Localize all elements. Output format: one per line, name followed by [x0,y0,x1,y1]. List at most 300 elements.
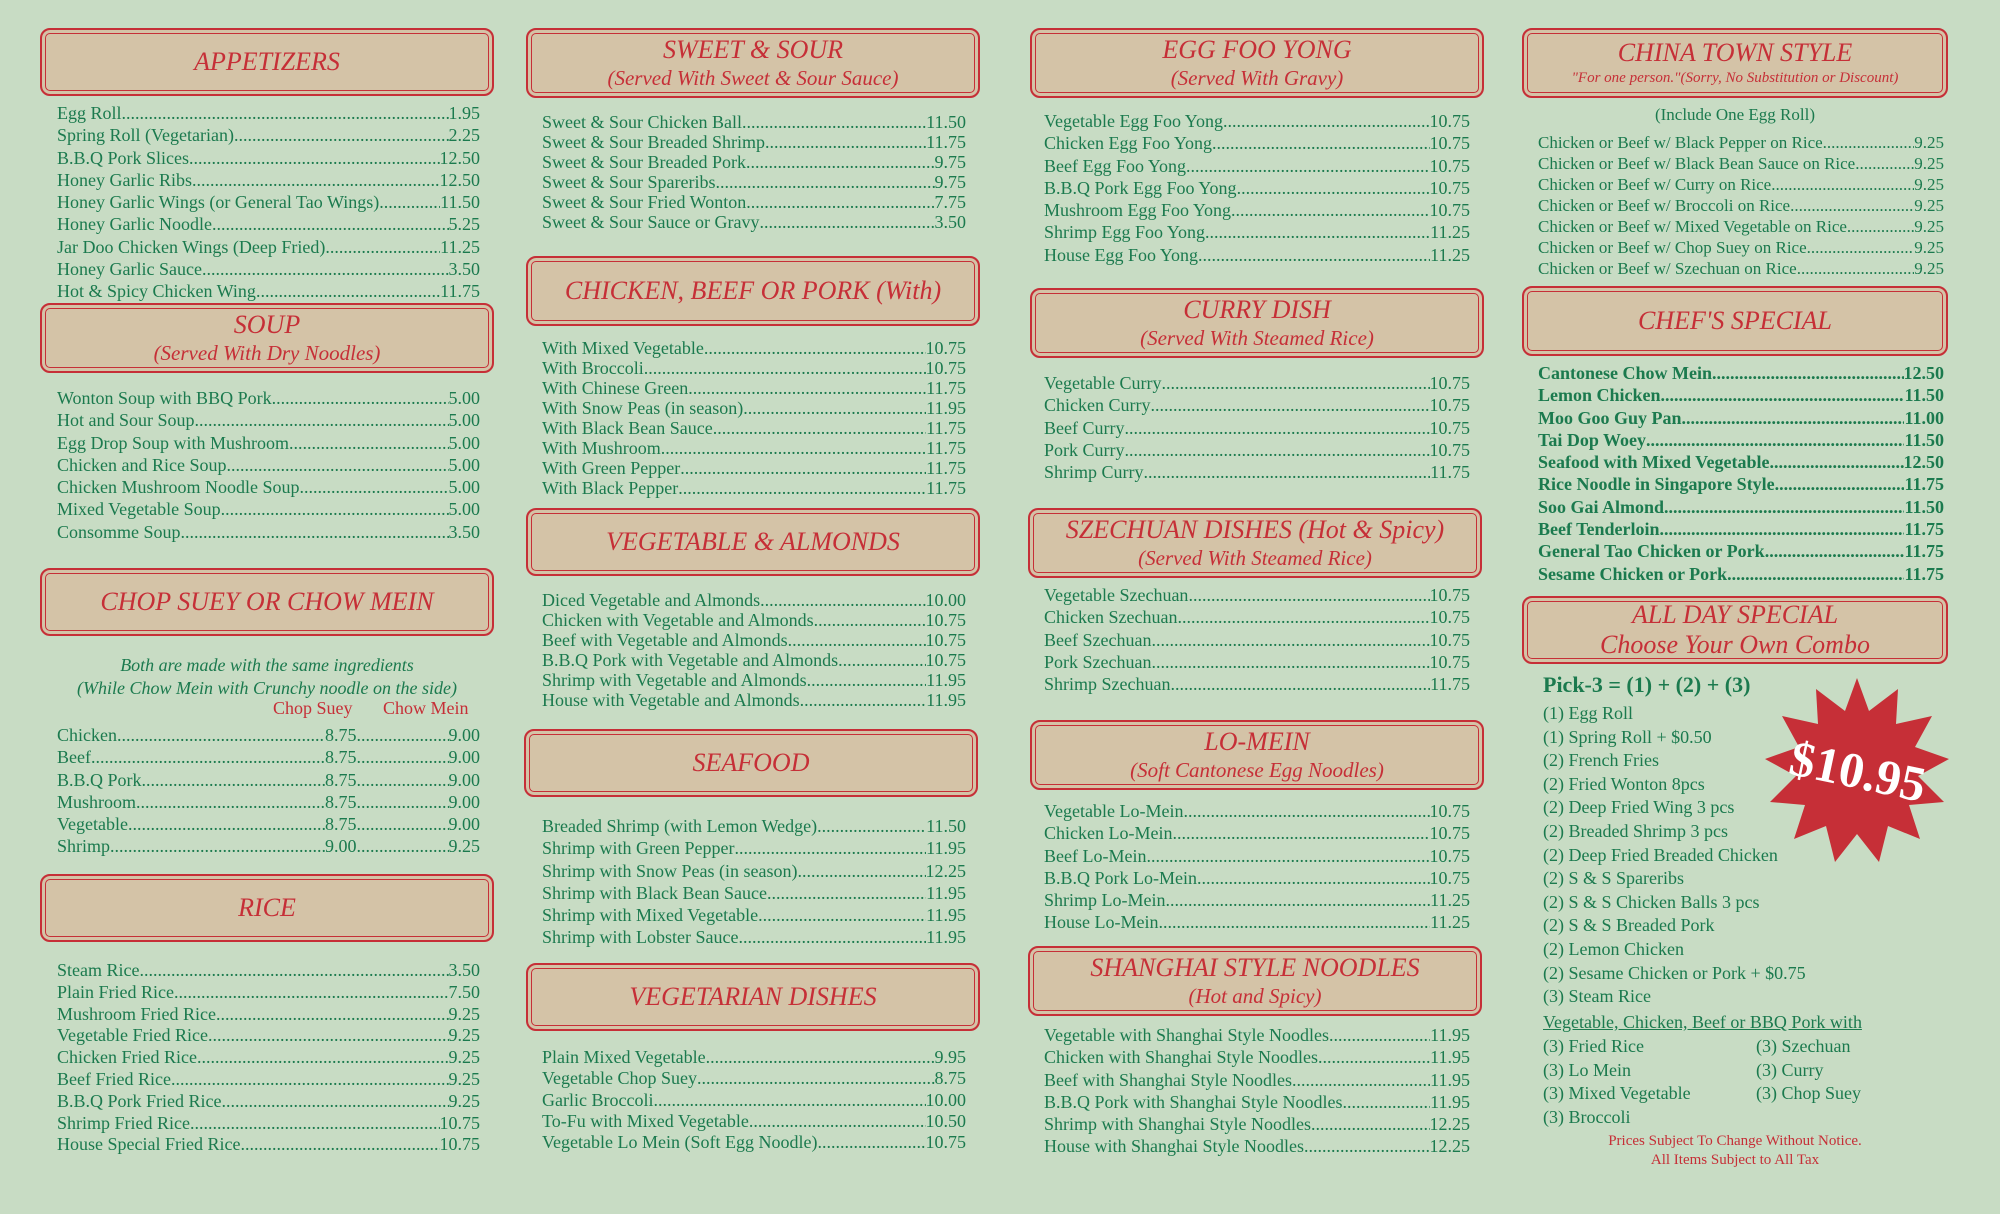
item-name: Pork Szechuan [1044,651,1152,672]
menu-item-row [542,192,966,212]
item-price: 11.25 [1430,890,1470,911]
menu-item-row [542,882,966,904]
section-subtitle: (Hot and Spicy) [1188,984,1322,1008]
item-name: With Broccoli [542,358,644,378]
item-name: Sweet & Sour Sauce or Gravy [542,212,760,232]
item-price-chowmein: 9.25 [448,836,480,857]
menu-item-row [542,438,966,458]
section-title: EGG FOO YONG [1162,35,1352,64]
item-name: Spring Roll (Vegetarian) [57,125,234,146]
menu-item-row [57,1025,480,1047]
item-name: Shrimp with Shanghai Style Noodles [1044,1114,1311,1135]
item-name: With Mushroom [542,438,661,458]
menu-item-row [542,590,966,610]
header-lomein [1030,720,1484,790]
menu-item-row [57,213,480,235]
item-price: 11.75 [926,132,966,152]
section-title: VEGETABLE & ALMONDS [606,527,900,556]
dot-leader [1231,199,1429,221]
item-price: 10.75 [1429,823,1470,844]
combo-option: (2) French Fries [1543,750,1659,771]
item-price: 11.50 [1904,496,1944,517]
dot-leader [1188,584,1429,606]
item-price: 11.75 [1430,462,1470,483]
item-price: 11.25 [1430,912,1470,933]
item-name: Vegetable Fried Rice [57,1025,208,1046]
section-title: VEGETARIAN DISHES [629,982,877,1011]
section-subtitle: "For one person."(Sorry, No Substitution or Discount) [1571,70,1899,86]
item-name: Shrimp Egg Foo Yong [1044,222,1206,243]
dot-leader [653,1090,925,1111]
item-name: B.B.Q Pork Lo-Mein [1044,867,1197,888]
dot-leader [1125,439,1430,461]
item-name: Chicken Egg Foo Yong [1044,133,1213,154]
dot-leader [1212,132,1429,154]
menu-item-row [57,960,480,982]
combo-option: (3) Steam Rice [1543,986,1651,1007]
section-title: APPETIZERS [194,47,340,76]
item-name: House Lo-Mein [1044,912,1159,933]
item-price: 11.75 [1430,674,1470,695]
menu-item-row [1044,155,1470,177]
section-title: RICE [238,893,296,922]
section-title: SOUP [233,310,301,339]
item-price: 12.50 [1903,452,1944,473]
dot-leader [1150,394,1429,416]
item-name: Beef Tenderloin [1538,519,1660,540]
menu-item-row [542,630,966,650]
item-name: With Black Pepper [542,478,679,498]
item-price: 10.75 [1429,417,1470,438]
list-seafood [542,815,966,949]
dot-leader [1807,237,1915,258]
dot-leader [1161,372,1429,394]
item-price: 9.25 [448,1003,480,1024]
menu-item-row [542,1047,966,1068]
item-name: Chicken or Beef w/ Curry on Rice [1538,175,1772,194]
item-price: 11.95 [926,927,966,948]
menu-item-row [542,398,966,418]
combo-option: (3) Mixed Vegetable [1543,1083,1691,1104]
item-name: Beef with Vegetable and Almonds [542,630,788,650]
combo-option: (3) Fried Rice [1543,1036,1644,1056]
section-title: SWEET & SOUR [662,35,844,64]
item-price: 11.75 [1904,519,1944,540]
dot-leader [715,172,934,192]
header-chinatown [1522,28,1948,98]
dot-leader [800,690,927,710]
dot-leader [746,192,934,212]
item-price: 3.50 [448,259,480,280]
header-seafood [524,729,978,797]
item-name: Wonton Soup with BBQ Pork [57,388,272,408]
menu-item-row [57,982,480,1004]
menu-item-row [1044,867,1470,889]
item-name: To-Fu with Mixed Vegetable [542,1110,749,1131]
item-name: Pork Curry [1044,439,1125,460]
item-name: B.B.Q Pork Slices [57,147,190,168]
menu-item-row [1044,461,1470,483]
item-price: 11.95 [1430,1069,1470,1090]
section-subtitle: (Soft Cantonese Egg Noodles) [1130,758,1384,782]
item-price: 11.50 [1904,429,1944,450]
item-name: Chicken or Beef w/ Broccoli on Rice [1538,196,1791,215]
menu-item-row [1044,1113,1470,1135]
chinatown-note: (Include One Egg Roll) [1654,105,1816,124]
item-name: Beef [57,747,91,768]
combo-option: (1) Spring Roll + $0.50 [1543,726,1712,747]
combo-option: (2) S & S Spareribs [1543,868,1684,889]
menu-item-row [1538,496,1944,518]
item-name: House with Vegetable and Almonds [542,690,800,710]
list-vegetarian [542,1047,966,1153]
item-price: 10.75 [925,358,966,378]
menu-item-row [1538,132,1944,153]
item-name: Seafood with Mixed Vegetable [1538,452,1770,473]
item-name: With Snow Peas (in season) [542,398,744,418]
item-price: 10.75 [1429,651,1470,672]
item-price: 9.25 [1914,175,1944,194]
dot-leader [325,236,440,258]
list-rice [57,960,480,1156]
item-price-chowmein: 9.00 [448,747,480,768]
item-name: Vegetable Egg Foo Yong [1044,111,1223,131]
item-price-chopsuey: 8.75 [325,791,357,812]
item-name: Honey Garlic Ribs [57,169,192,190]
item-price-chowmein: 9.00 [448,725,480,745]
header-soup [40,303,494,373]
item-name: Diced Vegetable and Almonds [542,590,761,610]
dot-leader [189,147,439,169]
dot-leader [1855,153,1914,174]
dot-leader [222,1091,449,1113]
menu-item-row [57,280,480,302]
menu-item-row [57,169,480,191]
dot-leader [212,213,449,235]
menu-item-row [1044,673,1470,695]
menu-item-row [1538,407,1944,429]
combo-option: (2) Deep Fried Breaded Chicken [1543,844,1778,865]
price-starburst [1762,676,1952,866]
item-price: 11.50 [926,816,966,836]
header-appetizers [40,28,494,96]
item-name: Plain Fried Rice [57,981,174,1002]
item-price: 11.95 [1430,1025,1470,1045]
dot-leader [742,112,926,132]
item-name: Moo Goo Guy Pan [1538,407,1682,428]
item-price: 11.75 [926,418,966,438]
menu-item-row [1044,1135,1470,1157]
item-name: Sweet & Sour Chicken Ball [542,112,742,132]
dot-leader [1183,800,1429,822]
menu-item-row [542,112,966,132]
item-name: Chicken Mushroom Noodle Soup [57,477,300,498]
dot-leader [272,387,449,409]
item-name: Garlic Broccoli [542,1089,654,1110]
item-price: 8.75 [934,1068,966,1089]
item-name: Shrimp with Vegetable and Almonds [542,670,807,690]
item-name: Chicken Lo-Mein [1044,823,1173,844]
dot-leader [1660,518,1905,540]
header-sweetsour [526,28,980,98]
section-subtitle: (Served With Sweet & Sour Sauce) [607,66,899,90]
list-lomein [1044,800,1470,934]
item-price: 10.75 [925,630,966,650]
menu-item-row [57,387,480,409]
item-price: 11.50 [1904,385,1944,406]
header-cbp [526,256,980,326]
dot-leader [221,498,449,520]
menu-item-row [1538,540,1944,562]
item-price: 10.75 [1429,177,1470,198]
section-title: SHANGHAI STYLE NOODLES [1090,953,1420,982]
menu-item-row [1044,651,1470,673]
item-price: 11.75 [926,378,966,398]
item-name: General Tao Chicken or Pork [1538,541,1765,562]
item-name: Shrimp with Lobster Sauce [542,927,739,948]
item-price: 12.50 [1903,363,1944,383]
list-eggfoo [1044,110,1470,266]
menu-item-row [57,791,480,813]
dot-leader [678,478,926,498]
item-price-chopsuey: 8.75 [325,769,357,790]
menu-item-row [1044,1069,1470,1091]
dot-leader [357,746,449,768]
price-label: $10.95 [1784,729,1932,813]
item-name: With Green Pepper [542,458,681,478]
dot-leader [122,102,449,124]
dot-leader [256,280,440,302]
menu-item-row [1538,518,1944,540]
item-name: Honey Garlic Sauce [57,259,202,280]
menu-item-row [57,124,480,146]
menu-item-row [542,152,966,172]
item-name: Vegetable Curry [1044,373,1162,393]
menu-item-row [57,1047,480,1069]
item-price: 12.50 [439,169,480,190]
dot-leader [1847,216,1914,237]
item-price: 12.25 [925,860,966,881]
menu-item-row [542,926,966,948]
dot-leader [817,1132,925,1153]
section-title: CHICKEN, BEEF OR PORK (With) [564,276,942,305]
item-name: Beef with Shanghai Style Noodles [1044,1069,1292,1090]
section-title: SZECHUAN DISHES (Hot & Spicy) [1065,515,1445,544]
dot-leader [743,398,926,418]
header-vegetarian [526,963,980,1031]
dot-leader [758,904,926,926]
menu-item-row [1044,244,1470,266]
menu-item-row [1044,439,1470,461]
combo-option: (2) Breaded Shrimp 3 pcs [1543,820,1728,841]
menu-item-row [57,521,480,543]
menu-item-row [57,191,480,213]
menu-item-row [1044,822,1470,844]
item-price: 10.75 [1429,133,1470,154]
combo-option: (3) Broccoli [1543,1106,1631,1127]
menu-item-row [57,1113,480,1135]
section-title: SEAFOOD [692,748,810,777]
item-name: Mushroom Egg Foo Yong [1044,200,1232,221]
item-price: 10.75 [439,1134,480,1155]
header-allday [1522,596,1948,664]
menu-item-row [1044,800,1470,822]
menu-item-row [57,1091,480,1113]
menu-item-row [1538,429,1944,451]
item-price: 11.75 [926,458,966,478]
section-subtitle: Choose Your Own Combo [1600,630,1870,659]
item-price: 12.50 [439,147,480,168]
dot-leader [734,837,926,859]
section-title: CHINA TOWN STYLE [1617,38,1853,67]
pick-3-formula: Pick-3 = (1) + (2) + (3) [1543,672,1751,697]
menu-item-row [57,746,480,768]
list-curry [1044,372,1470,483]
dot-leader [1198,244,1430,266]
dot-leader [1172,822,1429,844]
menu-item-row [542,670,966,690]
item-name: Chicken Fried Rice [57,1047,197,1068]
menu-item-row [1538,216,1944,237]
menu-item-row [542,418,966,438]
list-vegalm [542,590,966,710]
item-name: Honey Garlic Noodle [57,214,212,235]
dot-leader [814,610,926,630]
dot-leader [1170,673,1430,695]
item-name: B.B.Q Pork [57,769,142,790]
dot-leader [713,418,926,438]
list-chinatown [1538,132,1944,279]
dot-leader [300,476,449,498]
item-price: 10.50 [925,1110,966,1131]
menu-item-row [57,454,480,476]
menu-item-row [542,904,966,926]
dot-leader [1144,461,1431,483]
menu-item-row [1044,110,1470,132]
menu-item-row [1538,451,1944,473]
combo-option: (3) Curry [1756,1059,1824,1080]
combo-option: (2) Fried Wonton 8pcs [1543,773,1705,794]
item-price: 11.95 [926,690,966,710]
note-line-1: Both are made with the same ingredients [120,655,414,675]
item-name: Plain Mixed Vegetable [542,1047,706,1067]
item-name: Soo Gai Almond [1538,496,1665,517]
menu-item-row [1044,177,1470,199]
item-name: Shrimp Szechuan [1044,674,1171,695]
dot-leader [110,835,325,857]
menu-item-row [57,769,480,791]
menu-item-row [57,1134,480,1156]
item-price: 10.00 [925,1089,966,1110]
item-name: House Egg Foo Yong [1044,244,1199,265]
item-price: 5.00 [448,477,480,498]
dot-leader [704,338,926,358]
item-price: 11.00 [1904,407,1944,428]
dot-leader [1124,417,1429,439]
item-name: Cantonese Chow Mein [1538,363,1712,383]
dot-leader [357,835,449,857]
menu-item-row [1538,362,1944,384]
list-sweetsour [542,112,966,232]
item-price: 10.75 [1429,845,1470,866]
item-name: Chicken or Beef w/ Mixed Vegetable on Rice [1538,217,1847,236]
menu-item-row [57,813,480,835]
item-price: 1.95 [448,103,480,123]
menu-item-row [542,860,966,882]
note-line-2: (While Chow Mein with Crunchy noodle on the side) [77,678,457,698]
dot-leader [1151,651,1429,673]
menu-item-row [57,147,480,169]
item-price-chopsuey: 9.00 [325,836,357,857]
menu-item-row [1044,1091,1470,1113]
item-price: 10.75 [1429,607,1470,628]
dot-leader [1797,258,1915,279]
menu-item-row [1044,911,1470,933]
item-name: Vegetable [57,814,128,835]
menu-item-row [542,650,966,670]
menu-item-row [57,409,480,431]
dot-leader [171,1069,449,1091]
dot-leader [644,358,926,378]
dot-leader [240,1134,439,1156]
allday-with-line: Vegetable, Chicken, Beef or BBQ Pork with [1543,1012,1862,1032]
dot-leader [760,590,925,610]
item-price: 10.75 [1429,867,1470,888]
dot-leader [1664,496,1904,518]
item-price: 10.75 [439,1112,480,1133]
menu-item-row [1044,1024,1470,1046]
item-name: Sweet & Sour Spareribs [542,172,716,192]
dot-leader [192,169,440,191]
section-title: CURRY DISH [1183,295,1331,324]
item-name: Mushroom [57,791,137,812]
item-name: Beef Curry [1044,417,1125,438]
dot-leader [746,152,935,172]
list-shanghai [1044,1024,1470,1158]
item-price: 10.75 [1429,155,1470,176]
item-price: 11.50 [440,192,480,213]
item-price: 11.25 [440,236,480,257]
dot-leader [1186,155,1429,177]
combo-option: (2) S & S Breaded Pork [1543,915,1715,936]
menu-item-row [57,724,480,746]
item-name: Steam Rice [57,960,140,980]
item-name: B.B.Q Pork Egg Foo Yong [1044,177,1237,198]
item-price: 10.75 [1429,373,1470,393]
menu-item-row [1044,606,1470,628]
item-price: 10.75 [1429,439,1470,460]
dot-leader [1292,1069,1430,1091]
dot-leader [1166,889,1431,911]
menu-item-row [542,1111,966,1132]
item-name: Shrimp Lo-Mein [1044,890,1166,911]
dot-leader [1771,174,1914,195]
dot-leader [765,132,926,152]
item-name: Honey Garlic Wings (or General Tao Wings) [57,192,380,213]
list-chopsuey [57,724,480,858]
menu-item-row [1044,199,1470,221]
item-name: Mixed Vegetable Soup [57,499,221,520]
menu-item-row [1538,258,1944,279]
item-price: 11.50 [926,112,966,132]
menu-item-row [57,1004,480,1026]
dot-leader [216,1004,449,1026]
item-name: Chicken and Rice Soup [57,454,227,475]
item-price: 10.75 [1429,801,1470,821]
item-name: With Mixed Vegetable [542,338,704,358]
menu-item-row [542,358,966,378]
combo-option: (2) Sesame Chicken or Pork + $0.75 [1543,962,1806,983]
